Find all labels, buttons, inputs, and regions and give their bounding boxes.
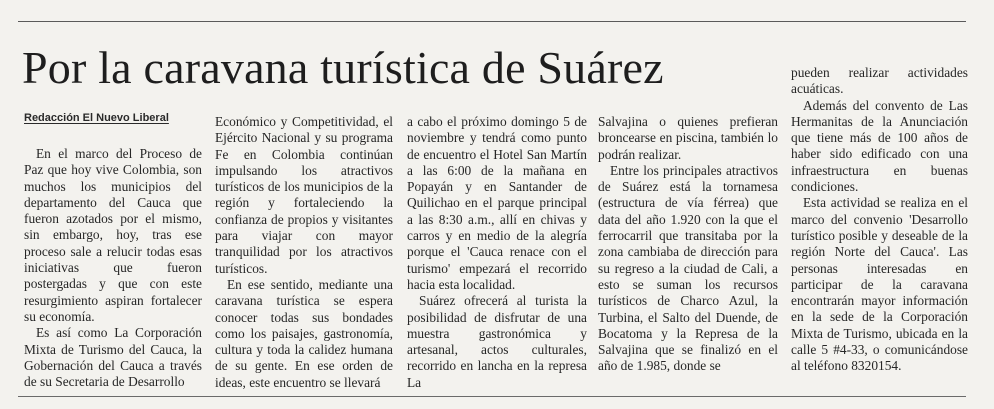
paragraph: En el marco del Proceso de Paz que hoy vive Colombia, son muchos los municipios del departamento del Cauca que fueron azotados por el mismo, sin embargo, hoy, tras ese proceso sale a relucir todas esas iniciativas que fueron postergadas y que con este resurgimiento aspiran fortalecer su economía. bbox=[24, 146, 202, 324]
paragraph: Salvajina o quienes prefieran broncearse en piscina, también lo podrán realizar. bbox=[598, 114, 778, 162]
article-column-3 bbox=[407, 114, 587, 391]
paragraph: Además del convento de Las Hermanitas de la Anunciación que tiene más de 100 años de haber sido edificado con una infraestructura en buenas condiciones. bbox=[791, 97, 968, 195]
paragraph: Esta actividad se realiza en el marco del convenio 'Desarrollo turístico posible y deseable de la región Norte del Cauca'. Las personas interesadas en participar de la caravana encontrarán mayor información en la sede de la Corporación Mixta de Turismo, ubicada en la calle 5 #4-33, o comunicándose al teléfono 8320154. bbox=[791, 195, 968, 374]
paragraph: En ese sentido, mediante una caravana turística se espera conocer todas sus bondades como los paisajes, gastronomía, cultura y toda la calidez humana de su gente. En ese orden de ideas, este encuentro se llevará bbox=[215, 276, 393, 390]
byline: Redacción El Nuevo Liberal bbox=[24, 112, 169, 124]
headline: Por la caravana turística de Suárez bbox=[22, 42, 664, 93]
article-column-5 bbox=[791, 65, 968, 375]
paragraph: pueden realizar actividades acuáticas. bbox=[791, 65, 968, 97]
article-column-2 bbox=[215, 114, 393, 391]
paragraph: Suárez ofrecerá al turista la posibilidad de disfrutar de una muestra gastronómica y artesanal, actos culturales, recorrido en lancha en la represa La bbox=[407, 293, 587, 390]
article-column-1 bbox=[24, 146, 202, 390]
article-column-4 bbox=[598, 114, 778, 375]
paragraph: Es así como La Corporación Mixta de Turismo del Cauca, la Gobernación del Cauca a través de su Secretaria de Desarrollo bbox=[24, 325, 202, 390]
paragraph: Entre los principales atractivos de Suárez está la tornamesa (estructura de vía férrea) que data del año 1.920 con la que el ferrocarril que transitaba por la zona cambiaba de dirección para su regreso a la ciudad de Cali, a esto se suman los recursos turísticos de Charco Azul, la Turbina, el Salto del Duende, de Bocatoma y la Represa de la Salvajina que se finalizó en el año de 1.985, donde se bbox=[598, 162, 778, 374]
top-rule bbox=[18, 21, 966, 22]
paragraph: Económico y Competitividad, el Ejército Nacional y su programa Fe en Colombia continúan impulsando los atractivos turísticos de los municipios de la región y fortaleciendo la confianza de propios y visitantes para viajar con mayor tranquilidad por los atractivos turísticos. bbox=[215, 114, 393, 276]
bottom-rule bbox=[18, 396, 966, 397]
paragraph: a cabo el próximo domingo 5 de noviembre y tendrá como punto de encuentro el Hotel San Martín a las 6:00 de la mañana en Popayán y en Santander de Quilichao en el parque principal a las 8:30 a.m., allí en chivas y carros y en medio de la alegría porque el 'Cauca renace con el turismo' empezará el recorrido hacia esta localidad. bbox=[407, 114, 587, 292]
